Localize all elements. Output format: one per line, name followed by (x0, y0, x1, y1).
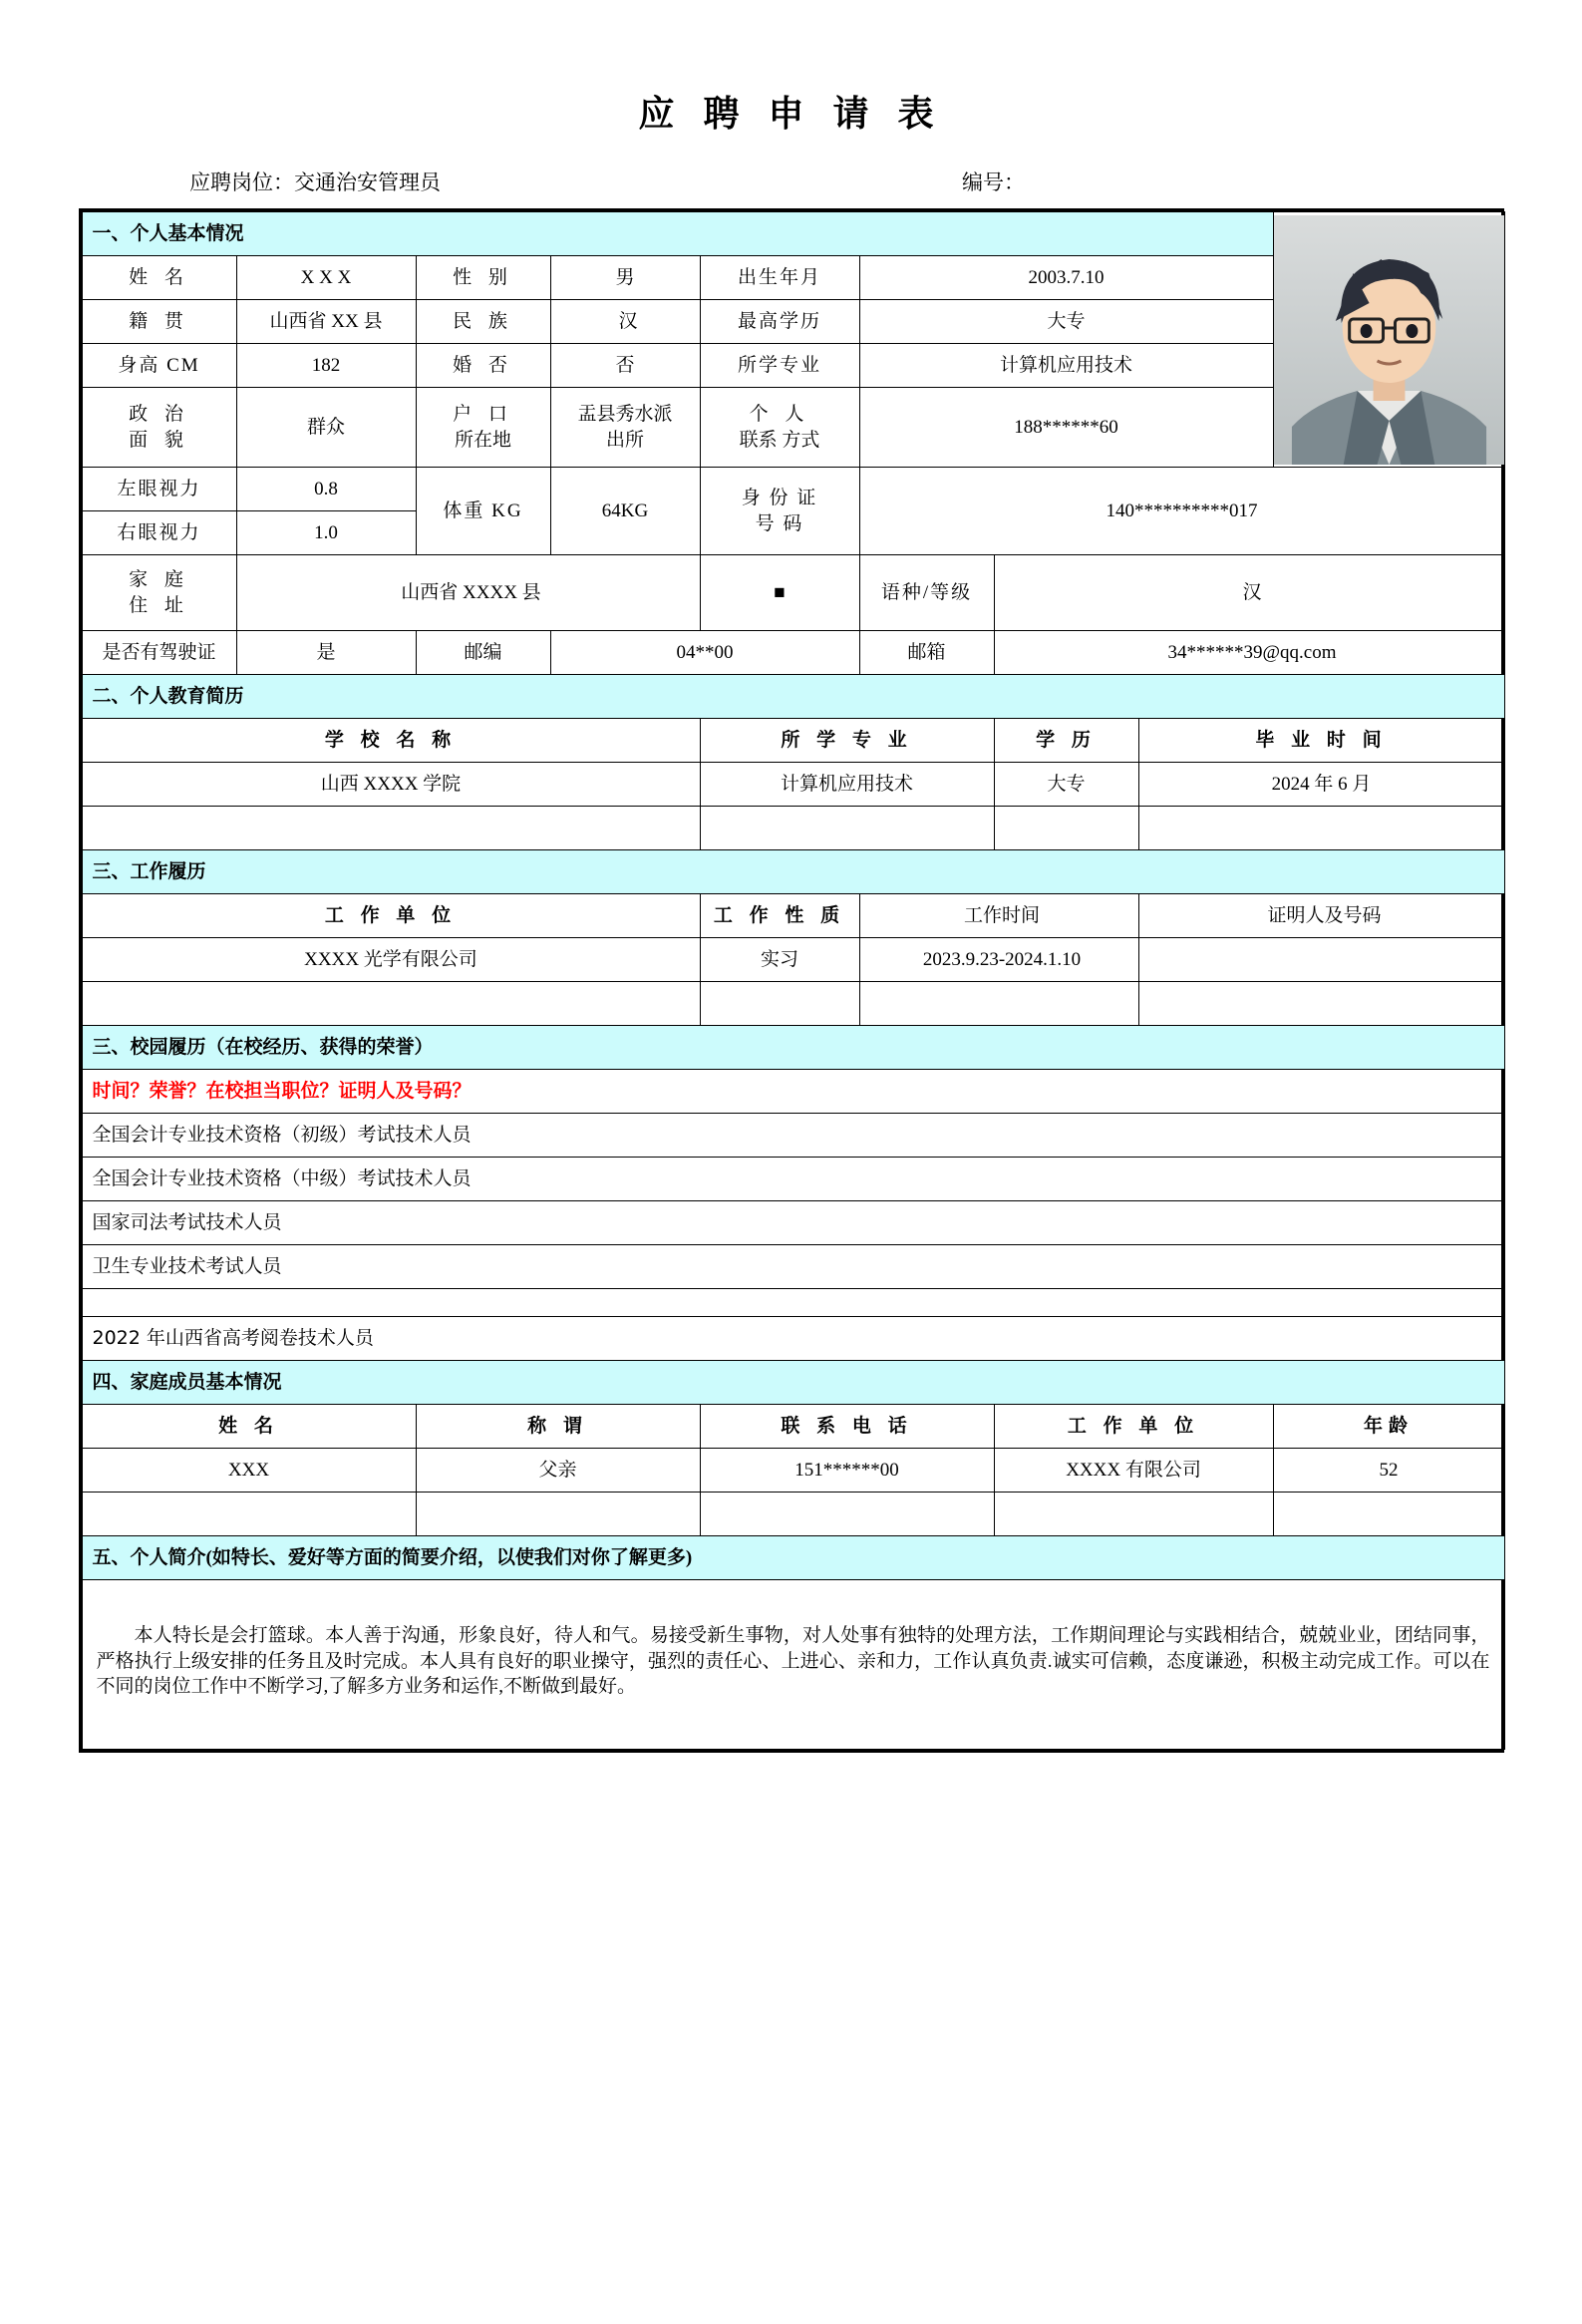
family-col-phone: 联 系 电 话 (700, 1405, 994, 1449)
label-birth: 出生年月 (700, 256, 859, 300)
applicant-photo (1274, 215, 1504, 465)
label-id-card-line1: 身 份 证 (741, 487, 818, 508)
label-height: 身高 CM (82, 344, 236, 388)
value-zipcode[interactable]: 04**00 (550, 631, 859, 675)
education-graduation-2[interactable] (1138, 807, 1504, 850)
campus-prompt: 时间？荣誉？在校担当职位？证明人及号码？ (82, 1070, 1504, 1114)
value-left-eye-vision[interactable]: 0.8 (236, 468, 416, 511)
label-political-line1: 政 治 (129, 403, 189, 425)
family-col-age: 年龄 (1273, 1405, 1504, 1449)
list-item (82, 1114, 1504, 1158)
label-language-level: 语种/等级 (859, 555, 994, 631)
family-header-row (82, 1405, 1504, 1449)
family-name-1[interactable]: XXX (82, 1449, 416, 1493)
applied-position-value: 交通治安管理员 (294, 170, 441, 194)
value-language-level[interactable]: 汉 (994, 555, 1504, 631)
campus-item-2: 全国会计专业技术资格（中级）考试技术人员 (82, 1158, 1504, 1201)
section4-heading: 三、校园履历（在校经历、获得的荣誉） (82, 1026, 1504, 1070)
work-company-2[interactable] (82, 982, 700, 1026)
label-name: 姓 名 (82, 256, 236, 300)
education-school-1[interactable]: 山西 XXXX 学院 (82, 763, 700, 807)
intro-row (82, 1580, 1504, 1750)
label-married: 婚 否 (416, 344, 550, 388)
value-political-status[interactable]: 群众 (236, 388, 416, 468)
section5-heading: 四、家庭成员基本情况 (82, 1361, 1504, 1405)
value-right-eye-vision[interactable]: 1.0 (236, 511, 416, 555)
education-major-1[interactable]: 计算机应用技术 (700, 763, 994, 807)
family-company-2[interactable] (994, 1493, 1273, 1536)
section2-heading: 二、个人教育简历 (82, 675, 1504, 719)
row-left-eye-weight-id (82, 468, 1504, 511)
section-row-personal-heading (82, 212, 1504, 256)
label-contact-line2: 联系 方式 (739, 429, 820, 451)
family-col-company: 工 作 单 位 (994, 1405, 1273, 1449)
form-table (82, 211, 1505, 1750)
value-household-line2: 出所 (605, 429, 644, 451)
value-native-place[interactable]: 山西省 XX 县 (236, 300, 416, 344)
value-gender[interactable]: 男 (550, 256, 700, 300)
section-row-intro-heading (82, 1536, 1504, 1580)
label-ethnicity: 民 族 (416, 300, 550, 344)
table-row (82, 807, 1504, 850)
list-item (82, 1201, 1504, 1245)
list-item (82, 1245, 1504, 1289)
list-item (82, 1158, 1504, 1201)
education-degree-2[interactable] (994, 807, 1138, 850)
label-major: 所学专业 (700, 344, 859, 388)
education-col-degree: 学 历 (994, 719, 1138, 763)
label-id-card (700, 468, 859, 555)
education-col-major: 所 学 专 业 (700, 719, 994, 763)
value-driver-license[interactable]: 是 (236, 631, 416, 675)
work-col-nature: 工 作 性 质 (700, 894, 859, 938)
applied-position (189, 166, 441, 196)
value-highest-education[interactable]: 大专 (859, 300, 1273, 344)
section3-heading: 三、工作履历 (82, 850, 1504, 894)
value-ethnicity[interactable]: 汉 (550, 300, 700, 344)
campus-item-4: 卫生专业技术考试人员 (82, 1245, 1504, 1289)
education-major-2[interactable] (700, 807, 994, 850)
personal-introduction-text[interactable]: 本人特长是会打篮球。本人善于沟通，形象良好，待人和气。易接受新生事物，对人处事有独特的处理方法，工作期间理论与实践相结合，兢兢业业，团结同事，严格执行上级安排的任务且及时完成。本人具有良好的职业操守，强烈的责任心、上进心、亲和力，工作认真负责.诚实可信赖，态度谦逊，积极主动完成工作。可以在不同的岗位工作中不断学习,了解多方业务和运作,不断做到最好。 (82, 1580, 1504, 1750)
education-graduation-1[interactable]: 2024 年 6 月 (1138, 763, 1504, 807)
label-right-eye-vision: 右眼视力 (82, 511, 236, 555)
campus-item-1: 全国会计专业技术资格（初级）考试技术人员 (82, 1114, 1504, 1158)
label-household-line2: 所在地 (454, 429, 511, 451)
table-row (82, 1449, 1504, 1493)
campus-item-5 (82, 1289, 1504, 1317)
value-contact[interactable]: 188******60 (859, 388, 1273, 468)
row-license-zipcode-email (82, 631, 1504, 675)
work-col-company: 工 作 单 位 (82, 894, 700, 938)
family-relation-2[interactable] (416, 1493, 700, 1536)
section-row-education-heading (82, 675, 1504, 719)
label-highest-education: 最高学历 (700, 300, 859, 344)
list-item (82, 1317, 1504, 1361)
page-title: 应 聘 申 请 表 (638, 94, 944, 134)
work-reference-2[interactable] (1138, 982, 1504, 1026)
label-home-address-line1: 家 庭 (129, 568, 189, 590)
marker-cell: ■ (700, 555, 859, 631)
section-row-campus-heading (82, 1026, 1504, 1070)
value-email[interactable]: 34******39@qq.com (994, 631, 1504, 675)
list-item (82, 1289, 1504, 1317)
label-native-place: 籍 贯 (82, 300, 236, 344)
value-birth[interactable]: 2003.7.10 (859, 256, 1273, 300)
label-email: 邮箱 (859, 631, 994, 675)
family-col-relation: 称 谓 (416, 1405, 700, 1449)
label-political-line2: 面 貌 (129, 429, 189, 451)
education-col-school: 学 校 名 称 (82, 719, 700, 763)
family-relation-1[interactable]: 父亲 (416, 1449, 700, 1493)
label-contact-line1: 个 人 (749, 403, 810, 425)
campus-item-6: 2022 年山西省高考阅卷技术人员 (82, 1317, 1504, 1361)
section6-heading: 五、个人简介(如特长、爱好等方面的简要介绍，以使我们对你了解更多) (82, 1536, 1504, 1580)
value-married[interactable]: 否 (550, 344, 700, 388)
section-row-family-heading (82, 1361, 1504, 1405)
family-col-name: 姓 名 (82, 1405, 416, 1449)
value-weight[interactable]: 64KG (550, 468, 700, 555)
value-height[interactable]: 182 (236, 344, 416, 388)
label-gender: 性 别 (416, 256, 550, 300)
family-phone-1[interactable]: 151******00 (700, 1449, 994, 1493)
work-reference-1[interactable] (1138, 938, 1504, 982)
label-driver-license: 是否有驾驶证 (82, 631, 236, 675)
label-political-status (82, 388, 236, 468)
campus-prompt-row (82, 1070, 1504, 1114)
work-period-2[interactable] (859, 982, 1138, 1026)
application-form-page (0, 86, 1582, 2324)
family-phone-2[interactable] (700, 1493, 994, 1536)
section-row-work-heading (82, 850, 1504, 894)
label-zipcode: 邮编 (416, 631, 550, 675)
table-row (82, 763, 1504, 807)
education-school-2[interactable] (82, 807, 700, 850)
row-home-address-language (82, 555, 1504, 631)
label-contact (700, 388, 859, 468)
subheader (0, 166, 1582, 196)
photo-cell (1273, 212, 1504, 468)
education-header-row (82, 719, 1504, 763)
value-household[interactable] (550, 388, 700, 468)
label-home-address-line2: 住 址 (129, 594, 189, 616)
value-name[interactable]: X X X (236, 256, 416, 300)
work-period-1[interactable]: 2023.9.23-2024.1.10 (859, 938, 1138, 982)
label-id-card-line2: 号 码 (755, 512, 804, 534)
education-col-graduation: 毕 业 时 间 (1138, 719, 1504, 763)
work-company-1[interactable]: XXXX 光学有限公司 (82, 938, 700, 982)
value-household-line1: 盂县秀水派 (577, 403, 673, 425)
section1-heading: 一、个人基本情况 (82, 212, 1273, 256)
work-nature-1[interactable]: 实习 (700, 938, 859, 982)
value-id-card[interactable]: 140**********017 (859, 468, 1504, 555)
form-outer-border (79, 208, 1504, 1753)
table-row (82, 938, 1504, 982)
family-company-1[interactable]: XXXX 有限公司 (994, 1449, 1273, 1493)
work-col-reference: 证明人及号码 (1138, 894, 1504, 938)
form-code-label: 编号： (962, 170, 1025, 194)
family-age-1[interactable]: 52 (1273, 1449, 1504, 1493)
work-nature-2[interactable] (700, 982, 859, 1026)
work-header-row (82, 894, 1504, 938)
family-age-2[interactable] (1273, 1493, 1504, 1536)
campus-item-3: 国家司法考试技术人员 (82, 1201, 1504, 1245)
value-major[interactable]: 计算机应用技术 (859, 344, 1273, 388)
label-home-address (82, 555, 236, 631)
applied-position-label: 应聘岗位： (189, 170, 294, 194)
value-home-address[interactable]: 山西省 XXXX 县 (236, 555, 700, 631)
table-row (82, 1493, 1504, 1536)
family-name-2[interactable] (82, 1493, 416, 1536)
education-degree-1[interactable]: 大专 (994, 763, 1138, 807)
label-household-line1: 户 口 (453, 403, 513, 425)
table-row (82, 982, 1504, 1026)
label-left-eye-vision: 左眼视力 (82, 468, 236, 511)
label-household (416, 388, 550, 468)
work-col-period: 工作时间 (859, 894, 1138, 938)
label-weight: 体重 KG (416, 468, 550, 555)
